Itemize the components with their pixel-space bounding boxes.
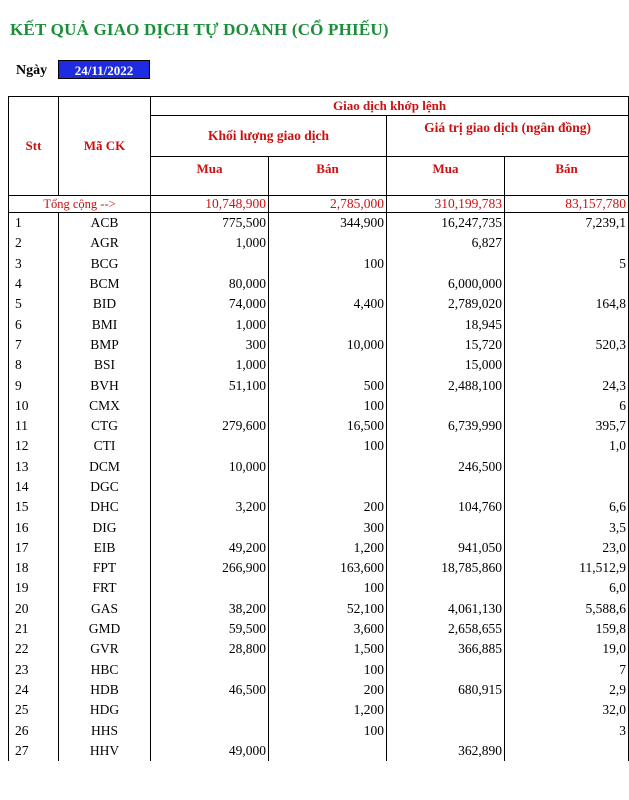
cell-buy-value	[387, 700, 505, 720]
total-sell-volume: 2,785,000	[269, 196, 387, 213]
cell-sell-value	[505, 741, 629, 761]
cell-sell-volume	[269, 233, 387, 253]
total-buy-value: 310,199,783	[387, 196, 505, 213]
cell-sell-value	[505, 355, 629, 375]
cell-buy-volume: 46,500	[151, 680, 269, 700]
cell-stt: 4	[9, 274, 59, 294]
cell-sell-volume: 100	[269, 720, 387, 740]
header-value: Giá trị giao dịch (ngân đồng)	[387, 116, 629, 157]
cell-stt: 10	[9, 396, 59, 416]
cell-buy-value: 2,488,100	[387, 375, 505, 395]
table-row	[9, 335, 629, 355]
cell-sell-value	[505, 457, 629, 477]
cell-buy-volume: 1,000	[151, 233, 269, 253]
cell-buy-volume	[151, 517, 269, 537]
cell-stt: 16	[9, 517, 59, 537]
table-row	[9, 396, 629, 416]
cell-stt: 12	[9, 436, 59, 456]
cell-ma-ck: AGR	[59, 233, 151, 253]
cell-sell-volume: 1,200	[269, 538, 387, 558]
cell-sell-value	[505, 314, 629, 334]
cell-ma-ck: BSI	[59, 355, 151, 375]
cell-buy-volume: 38,200	[151, 599, 269, 619]
header-matched-trades: Giao dịch khớp lệnh	[151, 97, 629, 116]
cell-ma-ck: HBC	[59, 660, 151, 680]
cell-ma-ck: CTI	[59, 436, 151, 456]
table-row	[9, 720, 629, 740]
table-row	[9, 416, 629, 436]
cell-buy-value: 18,785,860	[387, 558, 505, 578]
cell-stt: 23	[9, 660, 59, 680]
cell-stt: 14	[9, 477, 59, 497]
cell-buy-volume: 28,800	[151, 639, 269, 659]
cell-ma-ck: BCG	[59, 254, 151, 274]
cell-sell-volume: 163,600	[269, 558, 387, 578]
cell-sell-volume: 1,500	[269, 639, 387, 659]
header-sell-volume: Bán	[269, 157, 387, 196]
cell-buy-value: 2,658,655	[387, 619, 505, 639]
cell-buy-value: 6,827	[387, 233, 505, 253]
cell-ma-ck: CMX	[59, 396, 151, 416]
date-label: Ngày	[16, 63, 48, 78]
cell-buy-value: 2,789,020	[387, 294, 505, 314]
cell-stt: 5	[9, 294, 59, 314]
cell-buy-volume: 775,500	[151, 213, 269, 234]
cell-buy-volume	[151, 436, 269, 456]
cell-sell-volume	[269, 457, 387, 477]
header-stt: Stt	[9, 97, 59, 196]
cell-sell-volume: 1,200	[269, 700, 387, 720]
cell-ma-ck: FPT	[59, 558, 151, 578]
page-title: KẾT QUẢ GIAO DỊCH TỰ DOANH (CỔ PHIẾU)	[10, 20, 389, 39]
cell-stt: 18	[9, 558, 59, 578]
table-row	[9, 355, 629, 375]
cell-ma-ck: HHV	[59, 741, 151, 761]
cell-buy-volume	[151, 578, 269, 598]
header-buy-volume: Mua	[151, 157, 269, 196]
cell-sell-volume	[269, 355, 387, 375]
cell-buy-volume	[151, 720, 269, 740]
table-row	[9, 213, 629, 234]
table-row	[9, 497, 629, 517]
cell-buy-volume: 1,000	[151, 355, 269, 375]
cell-buy-volume	[151, 477, 269, 497]
cell-sell-value: 11,512,9	[505, 558, 629, 578]
cell-stt: 8	[9, 355, 59, 375]
cell-buy-value	[387, 396, 505, 416]
cell-ma-ck: DGC	[59, 477, 151, 497]
cell-ma-ck: DHC	[59, 497, 151, 517]
cell-sell-volume: 100	[269, 254, 387, 274]
trading-table	[8, 96, 629, 761]
cell-stt: 6	[9, 314, 59, 334]
cell-sell-volume: 300	[269, 517, 387, 537]
cell-buy-volume: 74,000	[151, 294, 269, 314]
cell-ma-ck: BCM	[59, 274, 151, 294]
table-row	[9, 233, 629, 253]
cell-sell-volume: 4,400	[269, 294, 387, 314]
cell-sell-value	[505, 274, 629, 294]
cell-stt: 25	[9, 700, 59, 720]
table-row	[9, 254, 629, 274]
cell-ma-ck: HDB	[59, 680, 151, 700]
cell-stt: 11	[9, 416, 59, 436]
cell-ma-ck: GAS	[59, 599, 151, 619]
cell-stt: 9	[9, 375, 59, 395]
cell-stt: 15	[9, 497, 59, 517]
cell-sell-value: 32,0	[505, 700, 629, 720]
cell-sell-value: 164,8	[505, 294, 629, 314]
total-row	[9, 196, 629, 213]
cell-buy-value	[387, 254, 505, 274]
cell-sell-volume: 10,000	[269, 335, 387, 355]
cell-sell-value	[505, 477, 629, 497]
table-row	[9, 314, 629, 334]
cell-buy-value	[387, 578, 505, 598]
cell-buy-value: 941,050	[387, 538, 505, 558]
cell-stt: 2	[9, 233, 59, 253]
table-body	[9, 213, 629, 762]
table-row	[9, 436, 629, 456]
cell-sell-value: 1,0	[505, 436, 629, 456]
cell-buy-value: 16,247,735	[387, 213, 505, 234]
cell-sell-volume: 344,900	[269, 213, 387, 234]
cell-sell-value: 520,3	[505, 335, 629, 355]
cell-sell-volume	[269, 477, 387, 497]
cell-sell-volume: 16,500	[269, 416, 387, 436]
cell-stt: 7	[9, 335, 59, 355]
date-value: 24/11/2022	[58, 60, 150, 79]
cell-buy-value: 680,915	[387, 680, 505, 700]
cell-buy-value: 246,500	[387, 457, 505, 477]
cell-buy-volume: 49,200	[151, 538, 269, 558]
cell-buy-value	[387, 660, 505, 680]
cell-buy-value	[387, 477, 505, 497]
cell-sell-value: 19,0	[505, 639, 629, 659]
cell-sell-value: 23,0	[505, 538, 629, 558]
cell-ma-ck: BMP	[59, 335, 151, 355]
cell-sell-volume: 100	[269, 436, 387, 456]
table-row	[9, 639, 629, 659]
cell-ma-ck: DCM	[59, 457, 151, 477]
cell-buy-volume	[151, 660, 269, 680]
cell-ma-ck: BMI	[59, 314, 151, 334]
header-buy-value: Mua	[387, 157, 505, 196]
cell-buy-volume: 279,600	[151, 416, 269, 436]
cell-buy-value: 4,061,130	[387, 599, 505, 619]
cell-stt: 20	[9, 599, 59, 619]
cell-sell-volume: 100	[269, 578, 387, 598]
table-row	[9, 741, 629, 761]
table-row	[9, 457, 629, 477]
cell-ma-ck: BVH	[59, 375, 151, 395]
cell-buy-value: 6,000,000	[387, 274, 505, 294]
cell-sell-value: 6,6	[505, 497, 629, 517]
cell-buy-value: 18,945	[387, 314, 505, 334]
cell-sell-value	[505, 233, 629, 253]
cell-stt: 1	[9, 213, 59, 234]
cell-stt: 17	[9, 538, 59, 558]
header-sell-value: Bán	[505, 157, 629, 196]
cell-buy-volume: 266,900	[151, 558, 269, 578]
cell-sell-value: 6,0	[505, 578, 629, 598]
cell-stt: 13	[9, 457, 59, 477]
table-row	[9, 538, 629, 558]
cell-buy-volume	[151, 254, 269, 274]
cell-ma-ck: FRT	[59, 578, 151, 598]
cell-stt: 22	[9, 639, 59, 659]
trading-table-container	[8, 96, 627, 758]
table-row	[9, 558, 629, 578]
table-row	[9, 619, 629, 639]
cell-buy-volume: 3,200	[151, 497, 269, 517]
cell-sell-value: 159,8	[505, 619, 629, 639]
total-label: Tổng cộng -->	[9, 196, 151, 213]
cell-stt: 27	[9, 741, 59, 761]
cell-buy-volume	[151, 700, 269, 720]
cell-buy-value: 15,720	[387, 335, 505, 355]
total-sell-value: 83,157,780	[505, 196, 629, 213]
header-volume: Khối lượng giao dịch	[151, 116, 387, 157]
cell-buy-volume: 10,000	[151, 457, 269, 477]
table-row	[9, 375, 629, 395]
table-row	[9, 274, 629, 294]
cell-sell-volume: 500	[269, 375, 387, 395]
cell-buy-value	[387, 517, 505, 537]
cell-stt: 21	[9, 619, 59, 639]
total-buy-volume: 10,748,900	[151, 196, 269, 213]
table-row	[9, 294, 629, 314]
cell-sell-value: 395,7	[505, 416, 629, 436]
cell-sell-value: 7,239,1	[505, 213, 629, 234]
table-row	[9, 477, 629, 497]
cell-sell-volume: 100	[269, 660, 387, 680]
cell-ma-ck: EIB	[59, 538, 151, 558]
cell-buy-volume	[151, 396, 269, 416]
cell-buy-volume: 51,100	[151, 375, 269, 395]
cell-ma-ck: BID	[59, 294, 151, 314]
cell-sell-value: 5,588,6	[505, 599, 629, 619]
cell-ma-ck: ACB	[59, 213, 151, 234]
cell-sell-value: 5	[505, 254, 629, 274]
cell-buy-volume: 59,500	[151, 619, 269, 639]
table-row	[9, 660, 629, 680]
cell-buy-value	[387, 436, 505, 456]
cell-buy-volume: 80,000	[151, 274, 269, 294]
cell-sell-volume	[269, 274, 387, 294]
cell-sell-volume: 100	[269, 396, 387, 416]
cell-buy-value: 366,885	[387, 639, 505, 659]
cell-sell-value: 24,3	[505, 375, 629, 395]
table-header	[9, 97, 629, 196]
table-row	[9, 599, 629, 619]
cell-buy-volume: 300	[151, 335, 269, 355]
cell-buy-value: 362,890	[387, 741, 505, 761]
cell-sell-value: 3,5	[505, 517, 629, 537]
cell-sell-volume: 3,600	[269, 619, 387, 639]
cell-sell-value: 3	[505, 720, 629, 740]
cell-sell-volume	[269, 314, 387, 334]
cell-sell-value: 6	[505, 396, 629, 416]
table-row	[9, 680, 629, 700]
table-row	[9, 700, 629, 720]
cell-buy-value	[387, 720, 505, 740]
table-total	[9, 196, 629, 213]
cell-stt: 26	[9, 720, 59, 740]
cell-ma-ck: GVR	[59, 639, 151, 659]
cell-ma-ck: HHS	[59, 720, 151, 740]
table-row	[9, 517, 629, 537]
cell-sell-value: 2,9	[505, 680, 629, 700]
cell-buy-volume: 49,000	[151, 741, 269, 761]
cell-sell-volume: 200	[269, 497, 387, 517]
header-ma-ck: Mã CK	[59, 97, 151, 196]
cell-buy-volume: 1,000	[151, 314, 269, 334]
cell-sell-volume: 200	[269, 680, 387, 700]
cell-ma-ck: GMD	[59, 619, 151, 639]
cell-sell-volume	[269, 741, 387, 761]
table-row	[9, 578, 629, 598]
cell-ma-ck: HDG	[59, 700, 151, 720]
cell-buy-value: 6,739,990	[387, 416, 505, 436]
cell-stt: 3	[9, 254, 59, 274]
cell-buy-value: 104,760	[387, 497, 505, 517]
cell-stt: 24	[9, 680, 59, 700]
cell-ma-ck: CTG	[59, 416, 151, 436]
cell-sell-value: 7	[505, 660, 629, 680]
cell-sell-volume: 52,100	[269, 599, 387, 619]
cell-ma-ck: DIG	[59, 517, 151, 537]
cell-stt: 19	[9, 578, 59, 598]
cell-buy-value: 15,000	[387, 355, 505, 375]
